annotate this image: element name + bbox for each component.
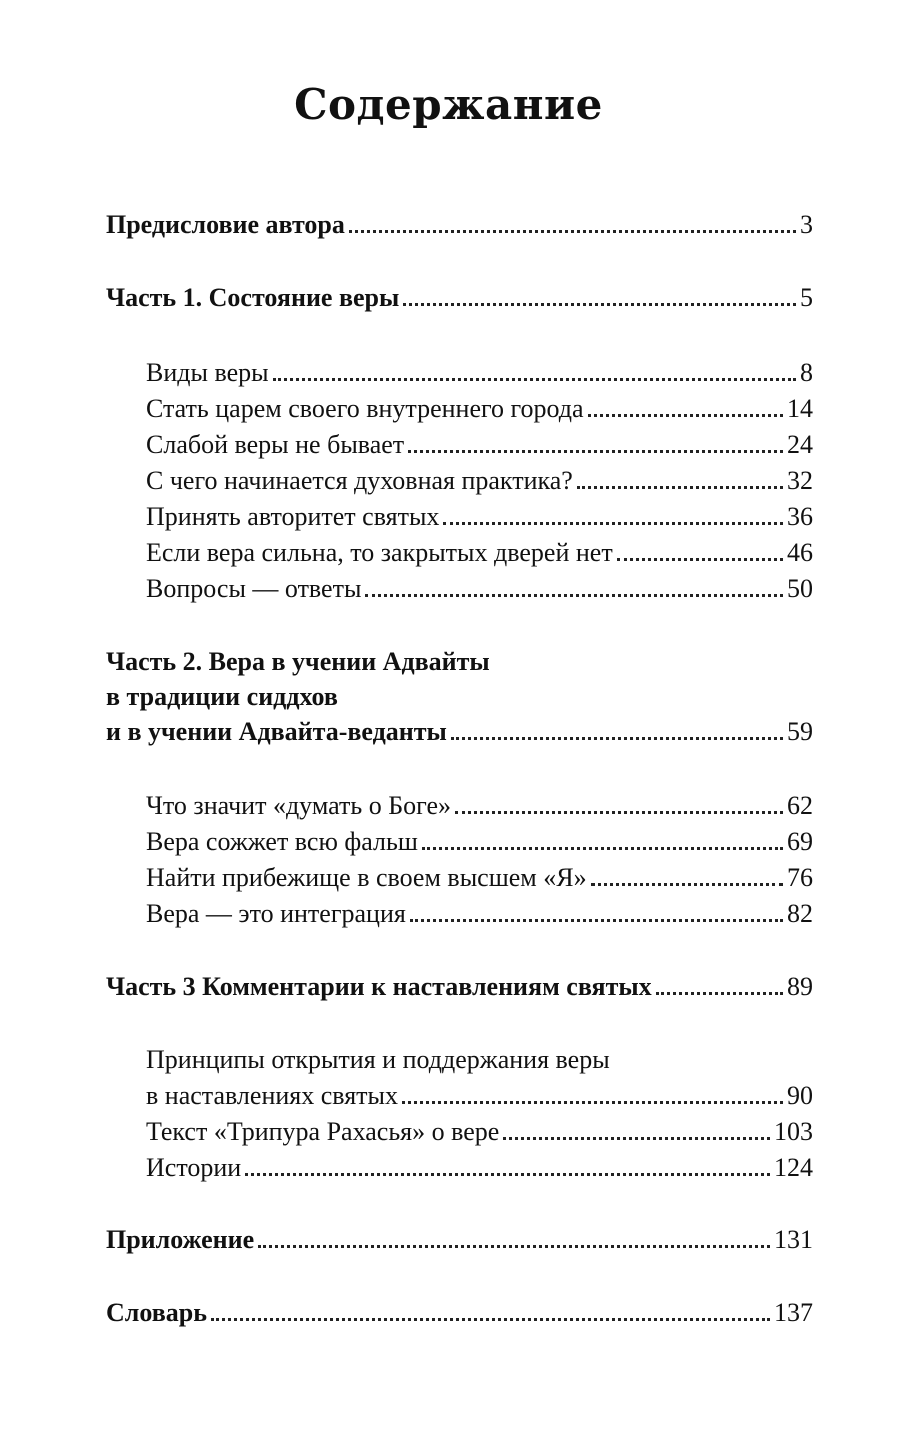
toc-entry-p3-1[interactable] xyxy=(146,1079,813,1113)
toc-entry-p3-2[interactable] xyxy=(146,1115,813,1149)
toc-entry-page: 89 xyxy=(787,972,813,1001)
toc-entry-page: 90 xyxy=(787,1081,813,1110)
toc-entry-page: 62 xyxy=(787,791,813,820)
dot-leader xyxy=(211,1318,770,1321)
toc-entry-page: 69 xyxy=(787,827,813,856)
toc-entry-part1[interactable] xyxy=(106,281,813,315)
toc-entry-label: Что значит «думать о Боге» xyxy=(146,791,451,820)
toc-entry-label: Слабой веры не бывает xyxy=(146,430,405,459)
toc-entry-label: Виды веры xyxy=(146,358,269,387)
toc-part2-line1: Часть 2. Вера в учении Адвайты xyxy=(106,647,490,676)
dot-leader xyxy=(408,450,783,453)
toc-entry-label: С чего начинается духовная практика? xyxy=(146,466,573,495)
toc-entry-label: Вера сожжет всю фальш xyxy=(146,827,418,856)
toc-entry-page: 131 xyxy=(774,1225,813,1254)
toc-entry-label: Вера — это интеграция xyxy=(146,899,406,928)
toc-entry-label: в наставлениях святых xyxy=(146,1081,398,1110)
toc-entry-p1-3[interactable] xyxy=(146,428,813,462)
toc-entry-part2[interactable] xyxy=(106,715,813,749)
toc-entry-label: Найти прибежище в своем высшем «Я» xyxy=(146,863,587,892)
toc-entry-p3-3[interactable] xyxy=(146,1151,813,1185)
toc-p3-1-line1: Принципы открытия и поддержания веры xyxy=(146,1045,610,1074)
dot-leader xyxy=(349,230,796,233)
dot-leader xyxy=(451,737,783,740)
dot-leader xyxy=(591,883,783,886)
dot-leader xyxy=(656,992,783,995)
toc-entry-p1-4[interactable] xyxy=(146,464,813,498)
toc-entry-label: Если вера сильна, то закрытых дверей нет xyxy=(146,538,613,567)
toc-part2-line2: в традиции сиддхов xyxy=(106,682,338,711)
toc-entry-p1-1[interactable] xyxy=(146,356,813,390)
dot-leader xyxy=(273,378,796,381)
dot-leader xyxy=(258,1245,770,1248)
dot-leader xyxy=(443,522,783,525)
toc-entry-label: Предисловие автора xyxy=(106,210,345,239)
toc-entry-appendix[interactable] xyxy=(106,1223,813,1257)
toc-entry-p2-1[interactable] xyxy=(146,789,813,823)
toc-entry-p1-6[interactable] xyxy=(146,536,813,570)
toc-entry-label: Истории xyxy=(146,1153,242,1182)
toc-entry-page: 137 xyxy=(774,1298,813,1327)
toc-entry-page: 14 xyxy=(787,394,813,423)
toc-entry-page: 3 xyxy=(800,210,813,239)
toc-entry-label: и в учении Адвайта-веданты xyxy=(106,717,447,746)
toc-entry-page: 50 xyxy=(787,574,813,603)
toc-entry-label: Словарь xyxy=(106,1298,207,1327)
toc-entry-label: Текст «Трипура Рахасья» о вере xyxy=(146,1117,500,1146)
toc-entry-page: 76 xyxy=(787,863,813,892)
toc-entry-page: 46 xyxy=(787,538,813,567)
toc-entry-label: Часть 3 Комментарии к наставлениям святых xyxy=(106,972,652,1001)
toc-entry-page: 124 xyxy=(774,1153,813,1182)
toc-entry-page: 24 xyxy=(787,430,813,459)
toc-entry-label: Часть 1. Состояние веры xyxy=(106,283,400,312)
dot-leader xyxy=(245,1173,770,1176)
toc-entry-p2-4[interactable] xyxy=(146,897,813,931)
toc-entry-page: 103 xyxy=(774,1117,813,1146)
dot-leader xyxy=(410,919,783,922)
toc-entry-label: Вопросы — ответы xyxy=(146,574,362,603)
dot-leader xyxy=(422,847,783,850)
toc-entry-p2-2[interactable] xyxy=(146,825,813,859)
dot-leader xyxy=(588,414,783,417)
toc-entry-p1-2[interactable] xyxy=(146,392,813,426)
toc-entry-glossary[interactable] xyxy=(106,1296,813,1330)
toc-entry-label: Стать царем своего внутреннего города xyxy=(146,394,584,423)
toc-entry-label: Приложение xyxy=(106,1225,255,1254)
dot-leader xyxy=(402,1101,783,1104)
dot-leader xyxy=(577,486,783,489)
toc-entry-part3[interactable] xyxy=(106,970,813,1004)
page-title: Содержание xyxy=(294,80,603,129)
toc-entry-page: 36 xyxy=(787,502,813,531)
dot-leader xyxy=(403,303,796,306)
toc-entry-page: 82 xyxy=(787,899,813,928)
dot-leader xyxy=(617,558,783,561)
toc-entry-preface[interactable] xyxy=(106,208,813,242)
dot-leader xyxy=(503,1137,770,1140)
toc-entry-p1-7[interactable] xyxy=(146,572,813,606)
toc-entry-page: 32 xyxy=(787,466,813,495)
toc-entry-p2-3[interactable] xyxy=(146,861,813,895)
dot-leader xyxy=(455,811,783,814)
dot-leader xyxy=(365,594,783,597)
toc-entry-page: 59 xyxy=(787,717,813,746)
toc-entry-p1-5[interactable] xyxy=(146,500,813,534)
toc-entry-label: Принять авторитет святых xyxy=(146,502,440,531)
toc-entry-page: 8 xyxy=(800,358,813,387)
toc-entry-page: 5 xyxy=(800,283,813,312)
